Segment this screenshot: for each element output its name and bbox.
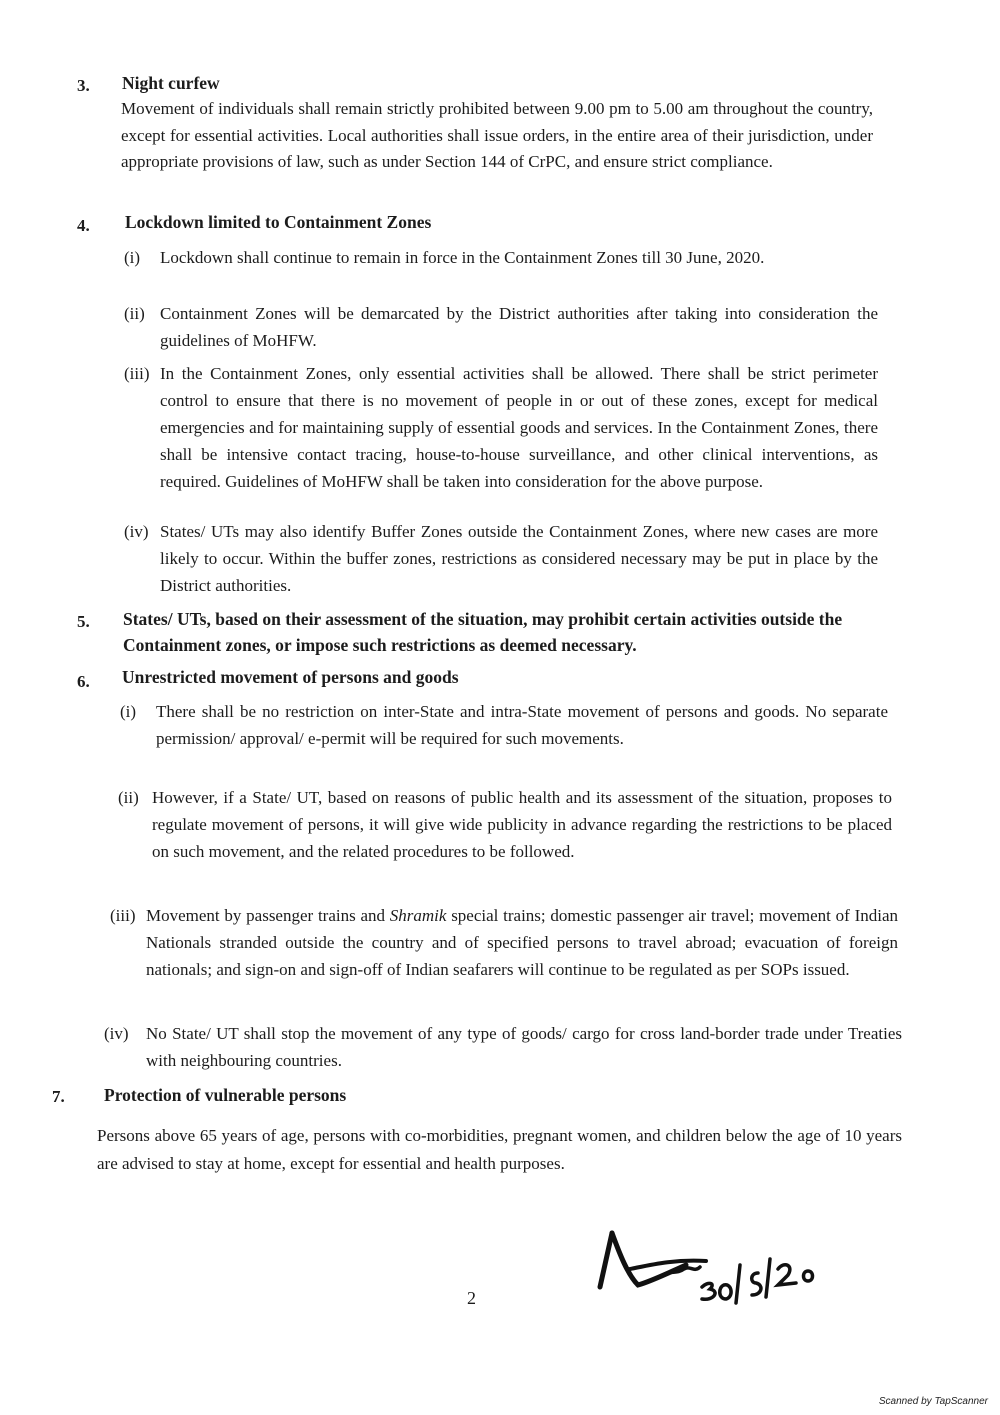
section-paragraph: Persons above 65 years of age, persons with co-morbidities, pregnant women, and children below the age of 10 years are advised to stay at home, except for essential and health purposes. xyxy=(97,1126,902,1173)
section-number: 3. xyxy=(77,76,90,95)
list-item xyxy=(120,698,888,782)
section-number: 4. xyxy=(77,216,90,235)
handwritten-signature xyxy=(590,1225,850,1320)
list-item xyxy=(118,784,892,896)
item-text: States/ UTs may also identify Buffer Zones outside the Containment Zones, where new cases are more likely to occur. Within the buffer zones, restrictions as considered necessary may be put in place by the District authorities. xyxy=(160,522,878,595)
section-number: 7. xyxy=(52,1087,65,1106)
item-label: (i) xyxy=(124,248,141,267)
item-label: (iii) xyxy=(110,906,136,925)
section-paragraph: States/ UTs, based on their assessment of the situation, may prohibit certain activities outside the Containment zones, or impose such restrictions as deemed necessary. xyxy=(123,609,843,655)
section-heading: Night curfew xyxy=(122,73,220,93)
list-item xyxy=(124,300,879,356)
section-heading: Protection of vulnerable persons xyxy=(104,1085,347,1105)
section-heading: Unrestricted movement of persons and goods xyxy=(122,667,459,687)
item-text: In the Containment Zones, only essential activities shall be allowed. There shall be strict perimeter control to ensure that there is no movement of people in or out of these zones, except for medical emergencies and for maintaining supply of essential goods and services. In the Containment Zones, there shall be intensive contact tracing, house-to-house surveillance, and other clinical interventions, as required. Guidelines of MoHFW shall be taken into consideration for the above purpose. xyxy=(160,364,878,491)
item-text: Movement by passenger trains and Shramik special trains; domestic passenger air travel; movement of Indian Nationals stranded outside the country and of specified persons to travel abroad; evacuation of foreign nationals; and sign-on and sign-off of Indian seafarers will continue to be regulated as per SOPs issued. xyxy=(146,906,899,979)
section-number: 6. xyxy=(77,672,90,691)
item-label: (iv) xyxy=(124,522,149,541)
item-label: (ii) xyxy=(124,304,145,323)
section-paragraph: Movement of individuals shall remain strictly prohibited between 9.00 pm to 5.00 am throughout the country, except for essential activities. Local authorities shall issue orders, in the entire area of their jurisdiction, under appropriate provisions of law, such as under Section 144 of CrPC, and ensure strict compliance. xyxy=(121,99,873,171)
item-text: No State/ UT shall stop the movement of any type of goods/ cargo for cross land-border trade under Treaties with neighbouring countries. xyxy=(146,1024,902,1070)
list-item xyxy=(124,360,879,520)
item-text: There shall be no restriction on inter-State and intra-State movement of persons and goods. No separate permission/ approval/ e-permit will be required for such movements. xyxy=(156,702,888,748)
section-number: 5. xyxy=(77,612,90,631)
item-label: (iv) xyxy=(104,1024,129,1043)
item-label: (iii) xyxy=(124,364,150,383)
list-item xyxy=(124,518,879,602)
signature-image xyxy=(590,1225,850,1315)
item-label: (i) xyxy=(120,702,137,721)
page-number: 2 xyxy=(467,1288,476,1308)
item-text: However, if a State/ UT, based on reasons of public health and its assessment of the situation, proposes to regulate movement of persons, it will give wide publicity in advance regarding the restrictions to be placed on such movement, and the related procedures to be followed. xyxy=(152,788,892,861)
list-item xyxy=(110,902,898,1014)
item-text: Lockdown shall continue to remain in force in the Containment Zones till 30 June, 2020. xyxy=(160,248,765,267)
list-item xyxy=(104,1020,902,1076)
list-item xyxy=(124,244,879,300)
scanner-watermark: Scanned by TapScanner xyxy=(878,1396,988,1407)
section-heading: Lockdown limited to Containment Zones xyxy=(125,212,432,232)
item-label: (ii) xyxy=(118,788,139,807)
italic-term: Shramik xyxy=(389,906,447,925)
item-text: Containment Zones will be demarcated by the District authorities after taking into consideration the guidelines of MoHFW. xyxy=(160,304,878,350)
